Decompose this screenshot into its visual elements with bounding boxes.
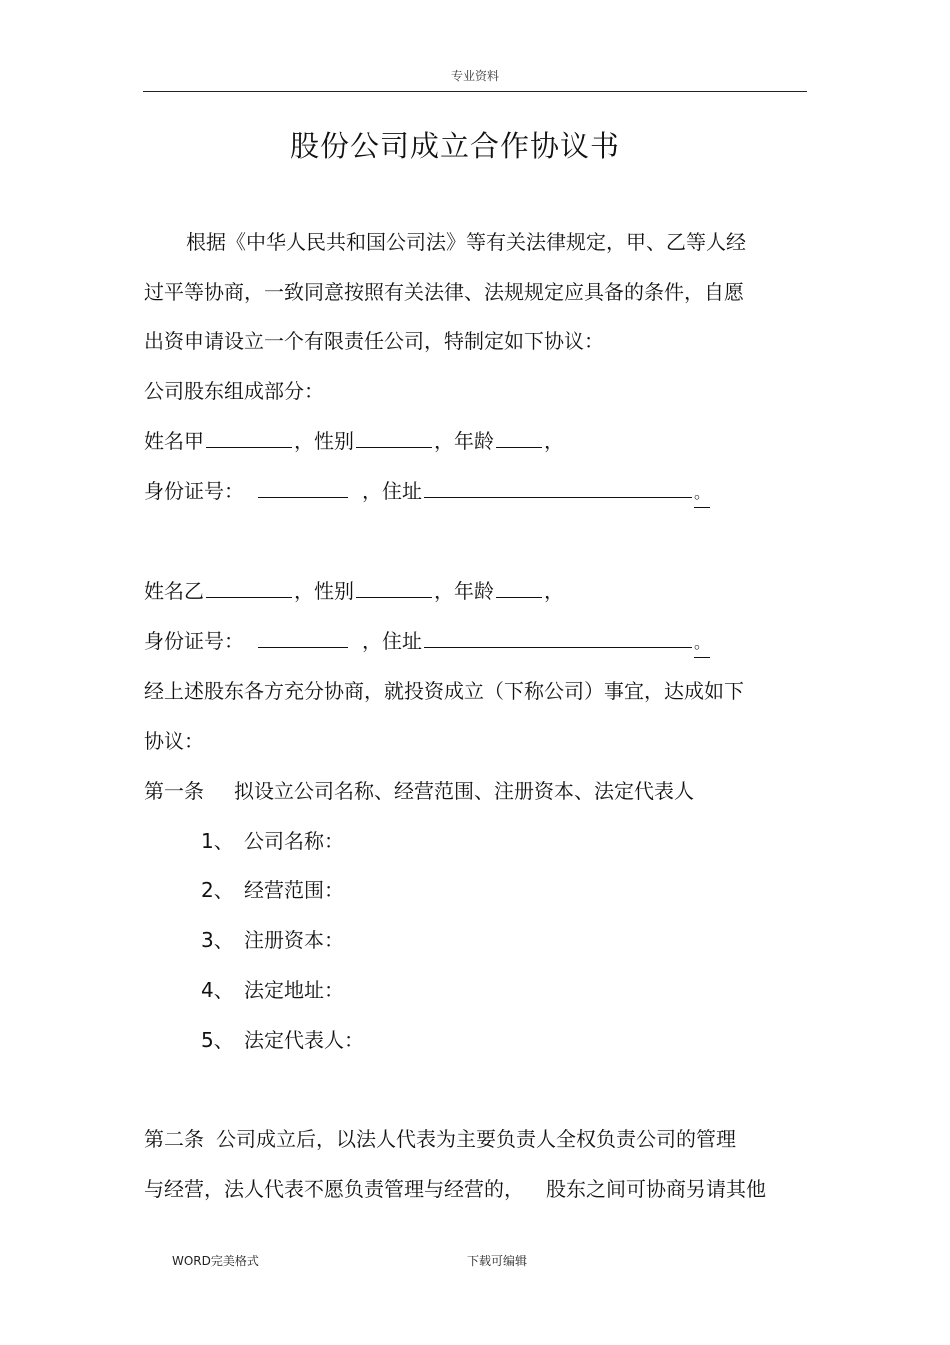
party-a-id-blank	[258, 477, 348, 498]
party-a-addr-label: ，住址	[362, 479, 422, 503]
party-a-end-mark: 。	[694, 479, 710, 508]
list-item: 注册资本：	[244, 928, 344, 952]
party-a-age-label: ，年龄	[434, 429, 494, 453]
article-2-label: 第二条	[144, 1127, 204, 1151]
party-a-sex-label: ，性别	[294, 429, 354, 453]
agreement-intro-line-2: 协议：	[144, 729, 204, 753]
party-b-addr-label: ，住址	[362, 629, 422, 653]
list-item: 法定代表人：	[244, 1028, 364, 1052]
document-title: 股份公司成立合作协议书	[289, 129, 620, 163]
intro-line-2: 过平等协商，一致同意按照有关法律、法规规定应具备的条件，自愿	[144, 280, 744, 304]
article-1-heading	[144, 777, 694, 805]
shareholders-heading: 公司股东组成部分：	[144, 379, 324, 403]
party-a-age-blank	[496, 427, 542, 448]
header-label: 专业资料	[450, 69, 499, 83]
party-a-name-row	[144, 427, 564, 455]
article-2-text-2a: 与经营，法人代表不愿负责管理与经营的，	[144, 1177, 524, 1201]
party-b-addr-blank	[424, 627, 692, 648]
party-a-age-end: ，	[544, 429, 564, 453]
list-item: 经营范围：	[244, 878, 344, 902]
list-item: 法定地址：	[244, 978, 344, 1002]
party-a-name-blank	[206, 427, 292, 448]
list-item: 公司名称：	[244, 829, 344, 853]
party-b-id-blank	[258, 627, 348, 648]
agreement-intro-line-1: 经上述股东各方充分协商，就投资成立（下称公司）事宜，达成如下	[144, 679, 744, 703]
party-b-sex-blank	[356, 577, 432, 598]
list-item-number: 3、	[201, 928, 234, 952]
party-b-sex-label: ，性别	[294, 579, 354, 603]
party-b-age-end: ，	[544, 579, 564, 603]
article-1-text: 拟设立公司名称、经营范围、注册资本、法定代表人	[234, 779, 694, 803]
header-divider	[143, 91, 807, 92]
party-b-age-label: ，年龄	[434, 579, 494, 603]
party-b-name-blank	[206, 577, 292, 598]
list-item-number: 1、	[201, 829, 234, 853]
article-2-text-2b: 股东之间可协商另请其他	[546, 1177, 766, 1201]
party-b-name-label: 姓名乙	[144, 579, 204, 603]
party-b-name-row	[144, 577, 564, 605]
party-b-id-label: 身份证号：	[144, 629, 244, 653]
intro-line-1: 根据《中华人民共和国公司法》等有关法律规定，甲、乙等人经	[186, 230, 746, 254]
footer-right-label: 下载可编辑	[467, 1254, 528, 1268]
article-2-line-1	[144, 1125, 736, 1153]
intro-line-3: 出资申请设立一个有限责任公司，特制定如下协议：	[144, 329, 604, 353]
party-b-end-mark: 。	[694, 629, 710, 658]
list-item-number: 2、	[201, 878, 234, 902]
party-b-age-blank	[496, 577, 542, 598]
party-a-id-row	[144, 477, 710, 508]
list-item-number: 4、	[201, 978, 234, 1002]
party-b-id-row	[144, 627, 710, 658]
article-1-label: 第一条	[144, 779, 204, 803]
party-a-name-label: 姓名甲	[144, 429, 204, 453]
article-2-text-1: 公司成立后，以法人代表为主要负责人全权负责公司的管理	[216, 1127, 736, 1151]
party-a-sex-blank	[356, 427, 432, 448]
party-a-id-label: 身份证号：	[144, 479, 244, 503]
list-item-number: 5、	[201, 1028, 234, 1052]
footer-left-label: WORD完美格式	[172, 1254, 259, 1268]
party-a-addr-blank	[424, 477, 692, 498]
article-2-line-2	[144, 1175, 766, 1203]
